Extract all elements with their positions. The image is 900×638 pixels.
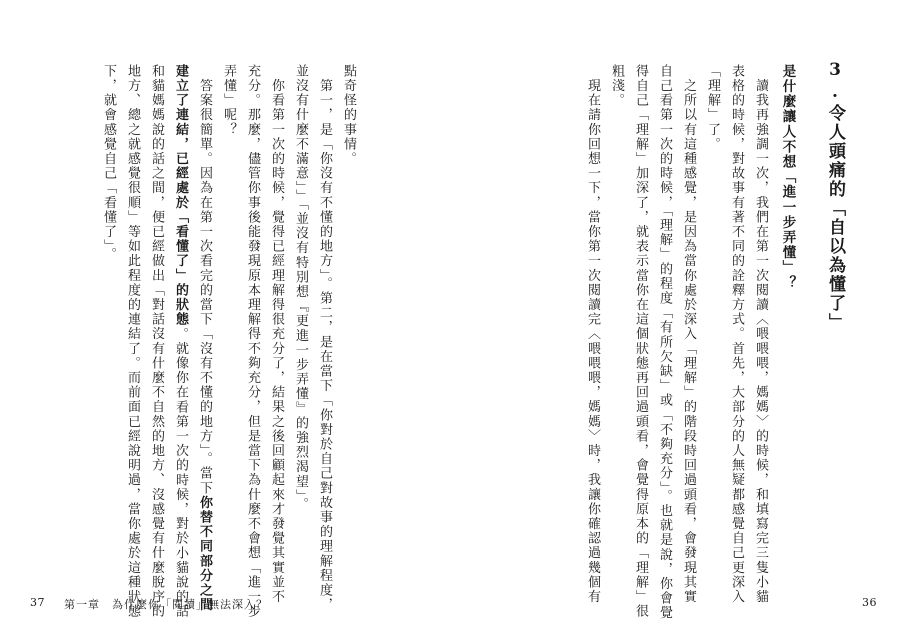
text-column: 之所以有這種感覺，是因為當你處於深入「理解」的階段時回過頭看，會發現其實	[681, 64, 696, 605]
text-column: 下，就會感覺自己「看懂了」。	[101, 64, 116, 262]
text-column: 弄懂」呢？	[221, 64, 236, 137]
text-column: 表格的時候，對故事有著不同的詮釋方式。首先，大部分的人無疑都感覺自己更深入	[729, 64, 744, 605]
text-column: 讀我再強調一次，我們在第一次閱讀〈喂喂喂，媽媽〉的時候，和填寫完三隻小貓	[753, 64, 768, 605]
text-column: 並沒有什麼不滿意」」「並沒有特別想『更進一步弄懂』的強烈渴望」。	[293, 64, 308, 512]
text-column: 粗淺。	[609, 64, 624, 108]
right-page	[450, 0, 900, 638]
text-column: 地方、總之就感覺很順」等如此程度的連結了。而前面已經說明過，當你處於這種狀態	[125, 64, 140, 619]
text-column	[174, 64, 187, 619]
text-column	[198, 64, 211, 612]
text-run: 。就像你在看第一次的時候，對於小貓說的話	[173, 326, 188, 619]
text-column: 和貓媽媽說的話之間，便已經做出「對話沒有什麼不自然的地方、沒感覺有什麼脫序的	[149, 64, 164, 619]
text-run: 答案很簡單。因為在第一次看完的當下「沒有不懂的地方」。當下	[197, 64, 212, 496]
page-number: 37	[30, 596, 45, 609]
text-column: 第一，是「你沒有不懂的地方」。第二，是在當下「你對於自己對故事的理解程度，	[317, 64, 332, 613]
page-number: 36	[862, 596, 877, 609]
text-column: 點奇怪的事情。	[341, 64, 356, 167]
section-title: 令人頭痛的「自以為懂了」	[825, 104, 845, 332]
subheading: 是什麼讓人不想「進一步弄懂」？	[779, 64, 796, 291]
text-column: 「理解」了。	[705, 64, 720, 152]
section-number: 3.	[825, 60, 845, 104]
text-column: 現在請你回想一下，當你第一次閱讀完〈喂喂喂，媽媽〉時，我讓你確認過幾個有	[585, 64, 600, 605]
text-column: 得自己「理解」加深了，就表示當你在這個狀態再回過頭看，會覺得原本的「理解」很	[633, 64, 648, 619]
running-head: 第一章 為什麼你「閱讀」無法深入？	[64, 598, 268, 611]
text-column: 充分。那麼，儘管你事後能發現原本理解得不夠充分，但是當下為什麼不會想「進一步	[245, 64, 260, 619]
emphasis-text: 建立了連結，已經處於「看懂了」的狀態	[173, 64, 188, 327]
text-column: 你看第一次的時候，覺得已經理解得很充分了，結果之後回顧起來才發覺其實並不	[269, 64, 284, 605]
emphasis-text: 你替不同部分之間	[197, 495, 212, 613]
section-heading	[826, 60, 843, 332]
text-column: 自己看第一次的時候，「理解」的程度「有所欠缺」或「不夠充分」。也就是說，你會覺	[657, 64, 672, 621]
